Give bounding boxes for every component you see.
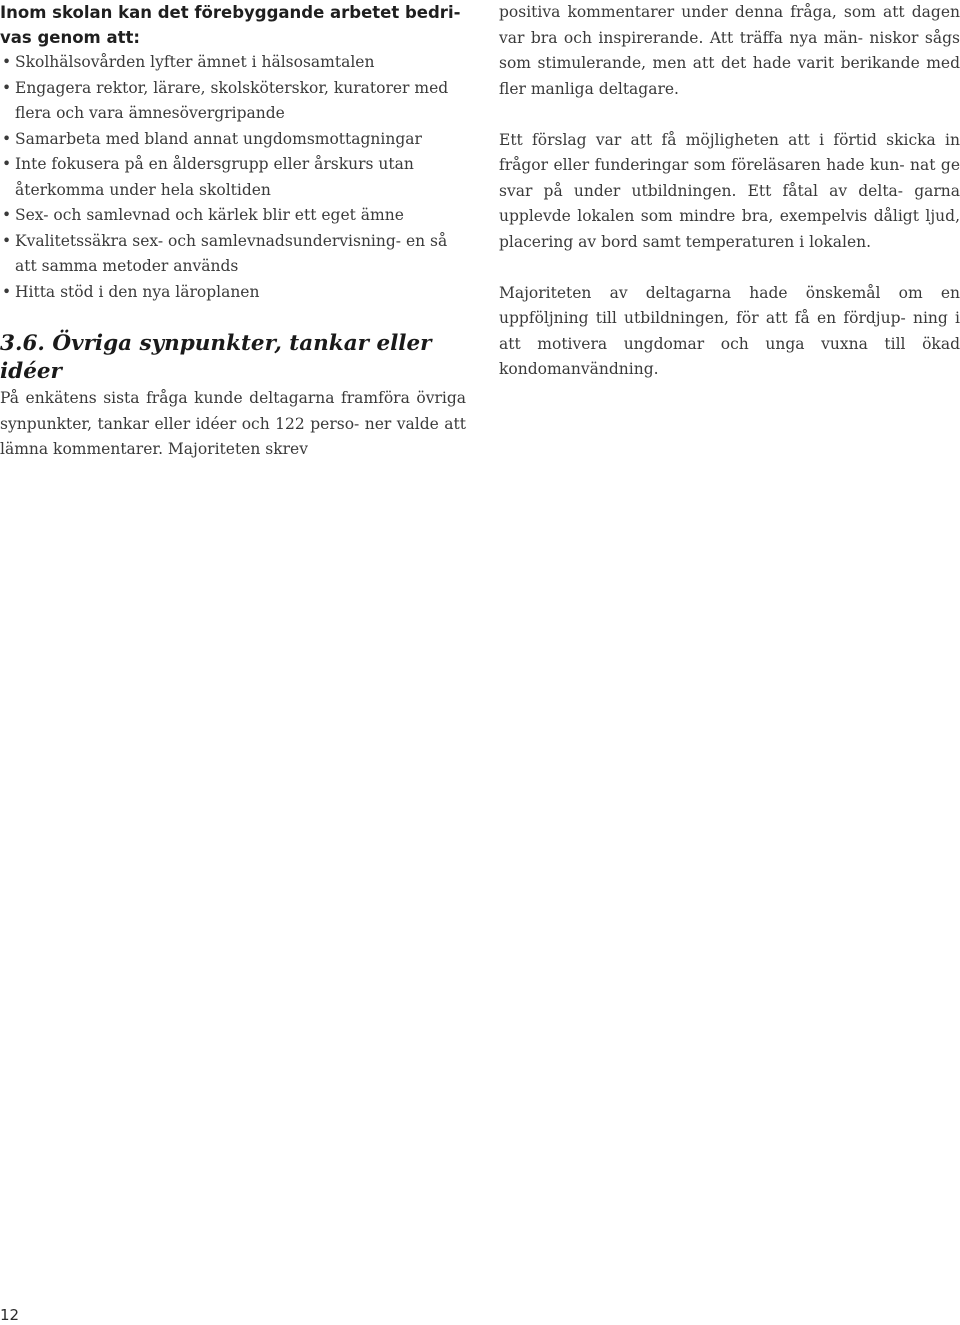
bullet-icon: • [2,129,12,148]
left-column [0,0,466,463]
list-item-text: Skolhälsovården lyfter ämnet i hälsosamtalen [15,53,375,71]
list-item-text: Engagera rektor, lärare, skolsköterskor, kuratorer med flera och vara ämnesövergripande [15,78,449,122]
prevention-bullet-list [0,50,466,305]
list-item [0,229,466,280]
list-item-text: Sex- och samlevnad och kärlek blir ett eget ämne [15,206,404,224]
paragraph-follow-up: Majoriteten av deltagarna hade önskemål om en uppföljning till utbildningen, för att få en fördjup- ning i att motivera ungdomar och unga vuxna till ökad kondomanvändning. [499,283,960,378]
list-item [0,152,466,203]
list-item [0,280,466,306]
section-heading: 3.6. Övriga synpunkter, tankar eller idéer [0,331,432,384]
list-item-text: Hitta stöd i den nya läroplanen [15,282,260,301]
paragraph-suggestions: Ett förslag var att få möjligheten att i förtid skicka in frågor eller funderingar som föreläsaren hade kun- nat ge svar på under utbildningen. Ett fåtal av delta- garna upplevde lokalen som mindre bra, exempelvis dåligt ljud, placering av bord samt temperaturen i lokalen. [499,130,960,251]
bullet-icon: • [2,206,12,224]
right-column [499,0,960,383]
bullet-icon: • [2,155,12,173]
list-item-text: Inte fokusera på en åldersgrupp eller årskurs utan återkomma under hela skoltiden [15,155,414,199]
list-item [0,203,466,229]
paragraph-positive-comments: positiva kommentarer under denna fråga, som att dagen var bra och inspirerande. Att träffa nya män- niskor sågs som stimulerande, men att det hade varit berikande med fler manliga deltagare. [499,3,960,98]
list-item [0,127,466,153]
list-item-text: Samarbeta med bland annat ungdomsmottagningar [15,129,422,148]
list-item [0,76,466,127]
bullet-icon: • [2,53,12,71]
list-item [0,50,466,76]
list-item-text: Kvalitetssäkra sex- och samlevnadsundervisning- en så att samma metoder används [15,231,448,275]
intro-heading: Inom skolan kan det förebyggande arbetet bedri- vas genom att: [0,3,461,47]
page-number: 12 [0,1306,20,1324]
bullet-icon: • [2,78,12,97]
section-paragraph: På enkätens sista fråga kunde deltagarna framföra övriga synpunkter, tankar eller idéer och 122 perso- ner valde att lämna kommentarer. Majoriteten skrev [0,389,466,458]
bullet-icon: • [2,282,12,301]
bullet-icon: • [2,231,12,250]
